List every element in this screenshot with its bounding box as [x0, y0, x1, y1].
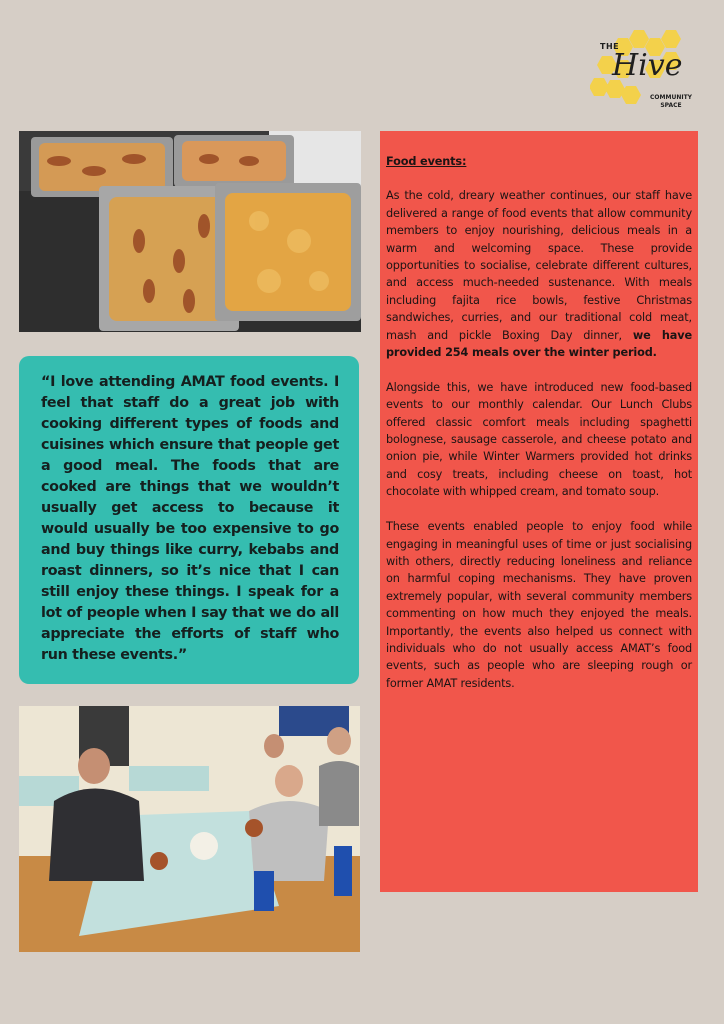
article-paragraph-3: These events enabled people to enjoy food while engaging in meaningful uses of time or just socialising with others, directly reducing loneliness and reliance on harmful coping mechanisms. They have proven extremely popular, with several community members commenting on how much they enjoyed the meals. Importantly, the events also helped us connect with individuals who do not usually access AMAT’s food events, such as people who are sleeping rough or former AMAT residents.	[386, 520, 692, 690]
article-paragraph-1-highlight: we have provided 254 meals over the winter period.	[386, 328, 692, 360]
logo-subtitle	[650, 94, 692, 110]
article-paragraph-1-text: As the cold, dreary weather continues, our staff have delivered a range of food events that allow community members to enjoy nourishing, delicious meals in a warm and welcoming space. These provide opportunities to socialise, celebrate different cultures, and access much-needed sustenance. With meals including fajita rice bowls, festive Christmas sandwiches, curries, and our traditional cold meat, mash and pickle Boxing Day dinner,	[386, 189, 692, 342]
article-heading: Food events:	[386, 155, 467, 168]
food-events-article	[380, 131, 698, 892]
logo-name: Hive	[612, 48, 683, 83]
logo-the: THE	[600, 42, 620, 51]
hive-logo	[590, 30, 700, 120]
testimonial-quote-box	[19, 356, 359, 684]
logo-space: SPACE	[660, 102, 682, 109]
logo-community: COMMUNITY	[650, 94, 693, 101]
article-paragraph-2: Alongside this, we have introduced new food-based events to our monthly calendar. Our Lunch Clubs offered classic comfort meals including spaghetti bolognese, sausage casserole, and cheese potato and onion pie, while Winter Warmers provided hot drinks and cosy treats, including cheese on toast, hot chocolate with whipped cream, and tomato soup.	[386, 380, 692, 499]
testimonial-quote: “I love attending AMAT food events. I feel that staff do a great job with cooking different types of foods and cuisines which ensure that people get a good meal. The foods that are cooked are things that we wouldn’t usually get access to because it would usually be too expensive to go and buy things like curry, kebabs and roast dinners, so it’s nice that I can still enjoy these things. I speak for a lot of people when I say that we do all appreciate the efforts of staff who run these events.”	[41, 374, 339, 663]
food-trays-photo	[19, 131, 361, 332]
lunch-club-photo	[19, 706, 360, 952]
article-paragraph-1	[386, 187, 692, 361]
